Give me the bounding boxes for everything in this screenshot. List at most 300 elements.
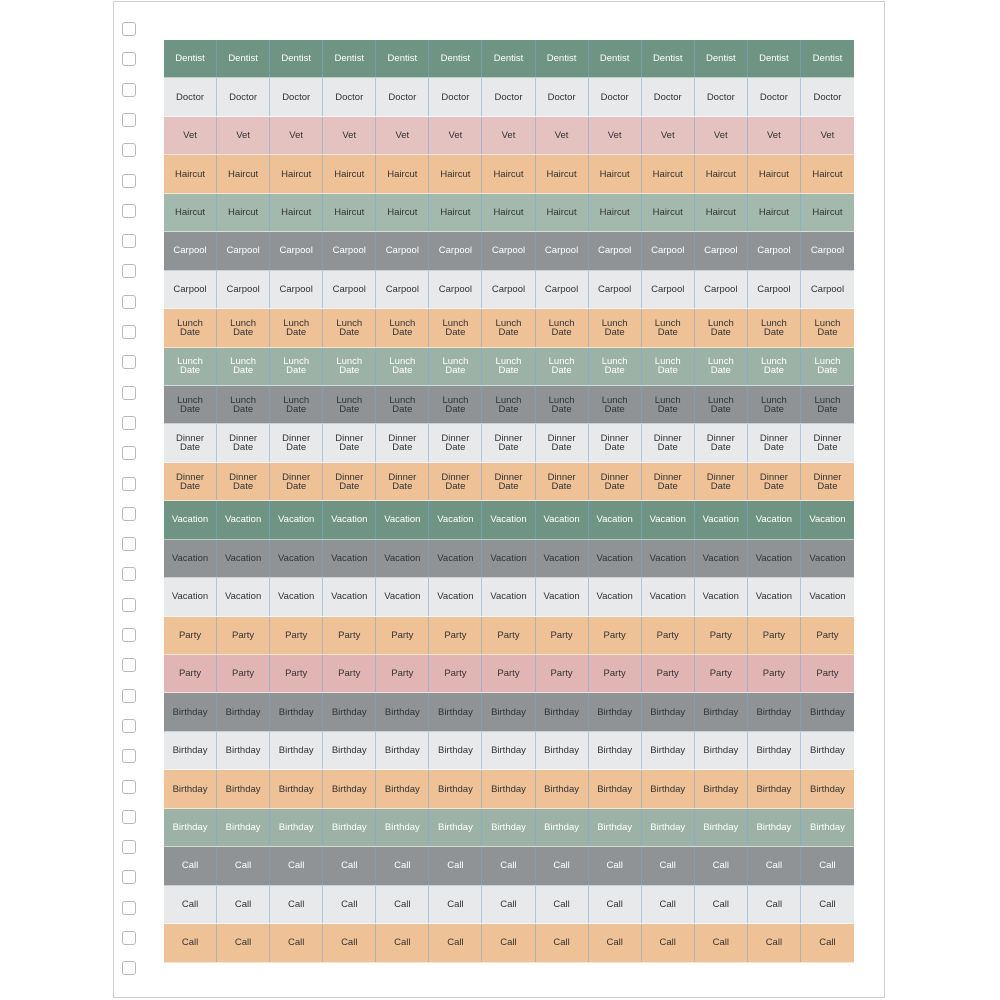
sticker[interactable]: Doctor: [482, 78, 535, 115]
sticker[interactable]: Birthday: [164, 809, 217, 846]
sticker[interactable]: Lunch Date: [323, 348, 376, 385]
sticker[interactable]: Party: [323, 655, 376, 692]
sticker[interactable]: Birthday: [323, 770, 376, 807]
sticker[interactable]: Birthday: [217, 809, 270, 846]
sticker[interactable]: Call: [589, 924, 642, 961]
sticker[interactable]: Birthday: [164, 770, 217, 807]
sticker[interactable]: Vacation: [642, 540, 695, 577]
sticker[interactable]: Carpool: [376, 271, 429, 308]
sticker[interactable]: Birthday: [536, 770, 589, 807]
sticker[interactable]: Haircut: [695, 155, 748, 192]
sticker[interactable]: Vacation: [642, 578, 695, 615]
sticker[interactable]: Carpool: [270, 271, 323, 308]
sticker[interactable]: Birthday: [270, 732, 323, 769]
sticker[interactable]: Dinner Date: [695, 424, 748, 461]
sticker[interactable]: Haircut: [323, 155, 376, 192]
sticker[interactable]: Carpool: [695, 271, 748, 308]
sticker[interactable]: Birthday: [642, 693, 695, 730]
sticker[interactable]: Haircut: [270, 155, 323, 192]
sticker[interactable]: Lunch Date: [589, 386, 642, 423]
sticker[interactable]: Birthday: [748, 809, 801, 846]
sticker[interactable]: Haircut: [217, 155, 270, 192]
sticker[interactable]: Doctor: [813, 91, 842, 103]
sticker[interactable]: Vacation: [482, 540, 535, 577]
sticker[interactable]: Birthday: [642, 809, 695, 846]
sticker[interactable]: Call: [819, 898, 836, 910]
sticker[interactable]: Lunch Date: [429, 348, 482, 385]
sticker[interactable]: Birthday: [429, 732, 482, 769]
sticker[interactable]: Birthday: [810, 745, 845, 757]
sticker[interactable]: Vet: [482, 117, 535, 154]
sticker[interactable]: Birthday: [589, 809, 642, 846]
sticker[interactable]: Carpool: [748, 232, 801, 269]
sticker[interactable]: Haircut: [642, 194, 695, 231]
sticker[interactable]: Haircut: [482, 194, 535, 231]
sticker[interactable]: Haircut: [376, 155, 429, 192]
sticker[interactable]: Doctor: [376, 78, 429, 115]
sticker[interactable]: Lunch Date: [429, 386, 482, 423]
sticker[interactable]: Call: [748, 924, 801, 961]
sticker[interactable]: Lunch Date: [642, 348, 695, 385]
sticker[interactable]: Vacation: [429, 578, 482, 615]
sticker[interactable]: Party: [270, 655, 323, 692]
sticker[interactable]: Vacation: [270, 540, 323, 577]
sticker[interactable]: Haircut: [695, 194, 748, 231]
sticker[interactable]: Doctor: [536, 78, 589, 115]
sticker[interactable]: Doctor: [695, 78, 748, 115]
sticker[interactable]: Dinner Date: [482, 424, 535, 461]
sticker[interactable]: Vacation: [695, 540, 748, 577]
sticker[interactable]: Birthday: [164, 693, 217, 730]
sticker[interactable]: Birthday: [642, 770, 695, 807]
sticker[interactable]: Vacation: [536, 540, 589, 577]
sticker[interactable]: Dinner Date: [376, 424, 429, 461]
sticker[interactable]: Dentist: [164, 40, 217, 77]
sticker[interactable]: Call: [217, 924, 270, 961]
sticker[interactable]: Party: [429, 655, 482, 692]
sticker[interactable]: Birthday: [695, 770, 748, 807]
sticker[interactable]: Call: [536, 924, 589, 961]
sticker[interactable]: Call: [819, 860, 836, 872]
sticker[interactable]: Haircut: [536, 155, 589, 192]
sticker[interactable]: Birthday: [164, 732, 217, 769]
sticker[interactable]: Lunch Date: [482, 309, 535, 346]
sticker[interactable]: Vet: [429, 117, 482, 154]
sticker[interactable]: Haircut: [812, 168, 843, 180]
sticker[interactable]: Dentist: [536, 40, 589, 77]
sticker[interactable]: Lunch Date: [536, 348, 589, 385]
sticker[interactable]: Birthday: [482, 770, 535, 807]
sticker[interactable]: Doctor: [429, 78, 482, 115]
sticker[interactable]: Doctor: [323, 78, 376, 115]
sticker[interactable]: Dentist: [589, 40, 642, 77]
sticker[interactable]: Haircut: [812, 206, 843, 218]
sticker[interactable]: Dinner Date: [164, 424, 217, 461]
sticker[interactable]: Vet: [536, 117, 589, 154]
sticker[interactable]: Lunch Date: [814, 356, 841, 377]
sticker[interactable]: Lunch Date: [270, 309, 323, 346]
sticker[interactable]: Dinner Date: [589, 424, 642, 461]
sticker[interactable]: Birthday: [695, 732, 748, 769]
sticker[interactable]: Doctor: [589, 78, 642, 115]
sticker[interactable]: Vacation: [642, 501, 695, 538]
sticker[interactable]: Call: [323, 924, 376, 961]
sticker[interactable]: Vacation: [217, 501, 270, 538]
sticker[interactable]: Carpool: [536, 232, 589, 269]
sticker[interactable]: Vacation: [376, 578, 429, 615]
sticker[interactable]: Lunch Date: [376, 348, 429, 385]
sticker[interactable]: Call: [270, 924, 323, 961]
sticker[interactable]: Haircut: [536, 194, 589, 231]
sticker[interactable]: Lunch Date: [748, 309, 801, 346]
sticker[interactable]: Lunch Date: [270, 386, 323, 423]
sticker[interactable]: Call: [695, 924, 748, 961]
sticker[interactable]: Lunch Date: [482, 386, 535, 423]
sticker[interactable]: Vacation: [376, 501, 429, 538]
sticker[interactable]: Party: [164, 617, 217, 654]
sticker[interactable]: Dinner Date: [323, 463, 376, 500]
sticker[interactable]: Call: [429, 847, 482, 884]
sticker[interactable]: Haircut: [164, 194, 217, 231]
sticker[interactable]: Birthday: [589, 732, 642, 769]
sticker[interactable]: Vacation: [695, 578, 748, 615]
sticker[interactable]: Carpool: [482, 232, 535, 269]
sticker[interactable]: Dinner Date: [429, 424, 482, 461]
sticker[interactable]: Doctor: [164, 78, 217, 115]
sticker[interactable]: Vet: [820, 130, 835, 142]
sticker[interactable]: Dentist: [812, 53, 843, 65]
sticker[interactable]: Haircut: [164, 155, 217, 192]
sticker[interactable]: Carpool: [589, 232, 642, 269]
sticker[interactable]: Dinner Date: [642, 463, 695, 500]
sticker[interactable]: Party: [270, 617, 323, 654]
sticker[interactable]: Vet: [589, 117, 642, 154]
sticker[interactable]: Birthday: [536, 732, 589, 769]
sticker[interactable]: Birthday: [429, 693, 482, 730]
sticker[interactable]: Vacation: [809, 514, 846, 526]
sticker[interactable]: Haircut: [748, 155, 801, 192]
sticker[interactable]: Birthday: [482, 693, 535, 730]
sticker[interactable]: Lunch Date: [748, 348, 801, 385]
sticker[interactable]: Lunch Date: [323, 386, 376, 423]
sticker[interactable]: Birthday: [748, 770, 801, 807]
sticker[interactable]: Call: [536, 886, 589, 923]
sticker[interactable]: Vacation: [589, 578, 642, 615]
sticker[interactable]: Call: [164, 924, 217, 961]
sticker[interactable]: Birthday: [536, 809, 589, 846]
sticker[interactable]: Party: [695, 617, 748, 654]
sticker[interactable]: Carpool: [270, 232, 323, 269]
sticker[interactable]: Vacation: [589, 540, 642, 577]
sticker[interactable]: Party: [589, 655, 642, 692]
sticker[interactable]: Party: [589, 617, 642, 654]
sticker[interactable]: Dentist: [695, 40, 748, 77]
sticker[interactable]: Call: [642, 886, 695, 923]
sticker[interactable]: Vacation: [217, 540, 270, 577]
sticker[interactable]: Vacation: [536, 501, 589, 538]
sticker[interactable]: Haircut: [429, 155, 482, 192]
sticker[interactable]: Carpool: [323, 232, 376, 269]
sticker[interactable]: Lunch Date: [589, 348, 642, 385]
sticker[interactable]: Vacation: [217, 578, 270, 615]
sticker[interactable]: Dinner Date: [270, 463, 323, 500]
sticker[interactable]: Vacation: [809, 591, 846, 603]
sticker[interactable]: Party: [164, 655, 217, 692]
sticker[interactable]: Vacation: [270, 501, 323, 538]
sticker[interactable]: Carpool: [482, 271, 535, 308]
sticker[interactable]: Vet: [642, 117, 695, 154]
sticker[interactable]: Lunch Date: [695, 309, 748, 346]
sticker[interactable]: Call: [217, 886, 270, 923]
sticker[interactable]: Vacation: [270, 578, 323, 615]
sticker[interactable]: Vacation: [429, 501, 482, 538]
sticker[interactable]: Party: [482, 617, 535, 654]
sticker[interactable]: Dinner Date: [536, 463, 589, 500]
sticker[interactable]: Call: [323, 886, 376, 923]
sticker[interactable]: Lunch Date: [589, 309, 642, 346]
sticker[interactable]: Party: [536, 655, 589, 692]
sticker[interactable]: Lunch Date: [164, 309, 217, 346]
sticker[interactable]: Dinner Date: [695, 463, 748, 500]
sticker[interactable]: Birthday: [748, 732, 801, 769]
sticker[interactable]: Dinner Date: [217, 463, 270, 500]
sticker[interactable]: Vet: [270, 117, 323, 154]
sticker[interactable]: Birthday: [376, 809, 429, 846]
sticker[interactable]: Birthday: [323, 809, 376, 846]
sticker[interactable]: Birthday: [270, 693, 323, 730]
sticker[interactable]: Doctor: [642, 78, 695, 115]
sticker[interactable]: Dentist: [429, 40, 482, 77]
sticker[interactable]: Call: [642, 924, 695, 961]
sticker[interactable]: Call: [270, 886, 323, 923]
sticker[interactable]: Haircut: [323, 194, 376, 231]
sticker[interactable]: Dinner Date: [642, 424, 695, 461]
sticker[interactable]: Dentist: [217, 40, 270, 77]
sticker[interactable]: Carpool: [376, 232, 429, 269]
sticker[interactable]: Birthday: [536, 693, 589, 730]
sticker[interactable]: Dinner Date: [813, 433, 842, 454]
sticker[interactable]: Party: [536, 617, 589, 654]
sticker[interactable]: Birthday: [810, 783, 845, 795]
sticker[interactable]: Dinner Date: [748, 424, 801, 461]
sticker[interactable]: Call: [642, 847, 695, 884]
sticker[interactable]: Haircut: [642, 155, 695, 192]
sticker[interactable]: Birthday: [429, 770, 482, 807]
sticker[interactable]: Haircut: [376, 194, 429, 231]
sticker[interactable]: Dentist: [376, 40, 429, 77]
sticker[interactable]: Lunch Date: [695, 386, 748, 423]
sticker[interactable]: Call: [589, 886, 642, 923]
sticker[interactable]: Party: [642, 617, 695, 654]
sticker[interactable]: Vacation: [536, 578, 589, 615]
sticker[interactable]: Vacation: [164, 578, 217, 615]
sticker[interactable]: Birthday: [695, 809, 748, 846]
sticker[interactable]: Lunch Date: [814, 317, 841, 338]
sticker[interactable]: Party: [217, 617, 270, 654]
sticker[interactable]: Party: [695, 655, 748, 692]
sticker[interactable]: Vacation: [323, 540, 376, 577]
sticker[interactable]: Carpool: [164, 271, 217, 308]
sticker[interactable]: Dinner Date: [813, 471, 842, 492]
sticker[interactable]: Birthday: [217, 693, 270, 730]
sticker[interactable]: Lunch Date: [642, 309, 695, 346]
sticker[interactable]: Dinner Date: [482, 463, 535, 500]
sticker[interactable]: Vet: [748, 117, 801, 154]
sticker[interactable]: Call: [748, 886, 801, 923]
sticker[interactable]: Party: [217, 655, 270, 692]
sticker[interactable]: Call: [536, 847, 589, 884]
sticker[interactable]: Lunch Date: [429, 309, 482, 346]
sticker[interactable]: Vet: [217, 117, 270, 154]
sticker[interactable]: Lunch Date: [217, 348, 270, 385]
sticker[interactable]: Call: [589, 847, 642, 884]
sticker[interactable]: Haircut: [482, 155, 535, 192]
sticker[interactable]: Call: [217, 847, 270, 884]
sticker[interactable]: Carpool: [642, 232, 695, 269]
sticker[interactable]: Dentist: [270, 40, 323, 77]
sticker[interactable]: Carpool: [536, 271, 589, 308]
sticker[interactable]: Call: [376, 886, 429, 923]
sticker[interactable]: Lunch Date: [482, 348, 535, 385]
sticker[interactable]: Lunch Date: [814, 394, 841, 415]
sticker[interactable]: Birthday: [642, 732, 695, 769]
sticker[interactable]: Lunch Date: [217, 386, 270, 423]
sticker[interactable]: Dinner Date: [589, 463, 642, 500]
sticker[interactable]: Party: [482, 655, 535, 692]
sticker[interactable]: Lunch Date: [536, 309, 589, 346]
sticker[interactable]: Vacation: [164, 540, 217, 577]
sticker[interactable]: Carpool: [642, 271, 695, 308]
sticker[interactable]: Vacation: [589, 501, 642, 538]
sticker[interactable]: Vacation: [482, 578, 535, 615]
sticker[interactable]: Call: [164, 886, 217, 923]
sticker[interactable]: Dinner Date: [323, 424, 376, 461]
sticker[interactable]: Vet: [164, 117, 217, 154]
sticker[interactable]: Dentist: [323, 40, 376, 77]
sticker[interactable]: Lunch Date: [695, 348, 748, 385]
sticker[interactable]: Call: [323, 847, 376, 884]
sticker[interactable]: Birthday: [376, 770, 429, 807]
sticker[interactable]: Carpool: [429, 271, 482, 308]
sticker[interactable]: Call: [376, 924, 429, 961]
sticker[interactable]: Lunch Date: [642, 386, 695, 423]
sticker[interactable]: Vacation: [482, 501, 535, 538]
sticker[interactable]: Call: [429, 886, 482, 923]
sticker[interactable]: Dentist: [642, 40, 695, 77]
sticker[interactable]: Vacation: [323, 578, 376, 615]
sticker[interactable]: Vet: [323, 117, 376, 154]
sticker[interactable]: Call: [748, 847, 801, 884]
sticker[interactable]: Doctor: [217, 78, 270, 115]
sticker[interactable]: Party: [816, 668, 839, 680]
sticker[interactable]: Call: [376, 847, 429, 884]
sticker[interactable]: Party: [376, 655, 429, 692]
sticker[interactable]: Vet: [695, 117, 748, 154]
sticker[interactable]: Birthday: [270, 809, 323, 846]
sticker[interactable]: Dentist: [748, 40, 801, 77]
sticker[interactable]: Birthday: [589, 770, 642, 807]
sticker[interactable]: Party: [323, 617, 376, 654]
sticker[interactable]: Call: [482, 886, 535, 923]
sticker[interactable]: Birthday: [270, 770, 323, 807]
sticker[interactable]: Birthday: [217, 770, 270, 807]
sticker[interactable]: Party: [748, 617, 801, 654]
sticker[interactable]: Dinner Date: [748, 463, 801, 500]
sticker[interactable]: Birthday: [376, 732, 429, 769]
sticker[interactable]: Haircut: [589, 194, 642, 231]
sticker[interactable]: Birthday: [323, 732, 376, 769]
sticker[interactable]: Party: [816, 629, 839, 641]
sticker[interactable]: Vacation: [429, 540, 482, 577]
sticker[interactable]: Dentist: [482, 40, 535, 77]
sticker[interactable]: Birthday: [810, 706, 845, 718]
sticker[interactable]: Haircut: [748, 194, 801, 231]
sticker[interactable]: Party: [376, 617, 429, 654]
sticker[interactable]: Party: [748, 655, 801, 692]
sticker[interactable]: Vet: [376, 117, 429, 154]
sticker[interactable]: Haircut: [589, 155, 642, 192]
sticker[interactable]: Birthday: [482, 732, 535, 769]
sticker[interactable]: Haircut: [429, 194, 482, 231]
sticker[interactable]: Lunch Date: [164, 386, 217, 423]
sticker[interactable]: Carpool: [695, 232, 748, 269]
sticker[interactable]: Birthday: [429, 809, 482, 846]
sticker[interactable]: Lunch Date: [536, 386, 589, 423]
sticker[interactable]: Party: [429, 617, 482, 654]
sticker[interactable]: Birthday: [695, 693, 748, 730]
sticker[interactable]: Carpool: [429, 232, 482, 269]
sticker[interactable]: Dinner Date: [376, 463, 429, 500]
sticker[interactable]: Dinner Date: [429, 463, 482, 500]
sticker[interactable]: Call: [819, 937, 836, 949]
sticker[interactable]: Dinner Date: [164, 463, 217, 500]
sticker[interactable]: Dinner Date: [536, 424, 589, 461]
sticker[interactable]: Haircut: [217, 194, 270, 231]
sticker[interactable]: Carpool: [164, 232, 217, 269]
sticker[interactable]: Lunch Date: [164, 348, 217, 385]
sticker[interactable]: Vacation: [748, 540, 801, 577]
sticker[interactable]: Birthday: [217, 732, 270, 769]
sticker[interactable]: Carpool: [810, 283, 845, 295]
sticker[interactable]: Vacation: [809, 552, 846, 564]
sticker[interactable]: Carpool: [323, 271, 376, 308]
sticker[interactable]: Party: [642, 655, 695, 692]
sticker[interactable]: Lunch Date: [376, 386, 429, 423]
sticker[interactable]: Dinner Date: [217, 424, 270, 461]
sticker[interactable]: Carpool: [748, 271, 801, 308]
sticker[interactable]: Birthday: [482, 809, 535, 846]
sticker[interactable]: Vacation: [695, 501, 748, 538]
sticker[interactable]: Lunch Date: [270, 348, 323, 385]
sticker[interactable]: Birthday: [748, 693, 801, 730]
sticker[interactable]: Lunch Date: [217, 309, 270, 346]
sticker[interactable]: Vacation: [376, 540, 429, 577]
sticker[interactable]: Vacation: [164, 501, 217, 538]
sticker[interactable]: Call: [695, 886, 748, 923]
sticker[interactable]: Vacation: [323, 501, 376, 538]
sticker[interactable]: Call: [270, 847, 323, 884]
sticker[interactable]: Lunch Date: [323, 309, 376, 346]
sticker[interactable]: Birthday: [376, 693, 429, 730]
sticker[interactable]: Call: [482, 924, 535, 961]
sticker[interactable]: Dinner Date: [270, 424, 323, 461]
sticker[interactable]: Carpool: [810, 245, 845, 257]
sticker[interactable]: Haircut: [270, 194, 323, 231]
sticker[interactable]: Vacation: [748, 501, 801, 538]
sticker[interactable]: Birthday: [323, 693, 376, 730]
sticker[interactable]: Doctor: [748, 78, 801, 115]
sticker[interactable]: Call: [482, 847, 535, 884]
